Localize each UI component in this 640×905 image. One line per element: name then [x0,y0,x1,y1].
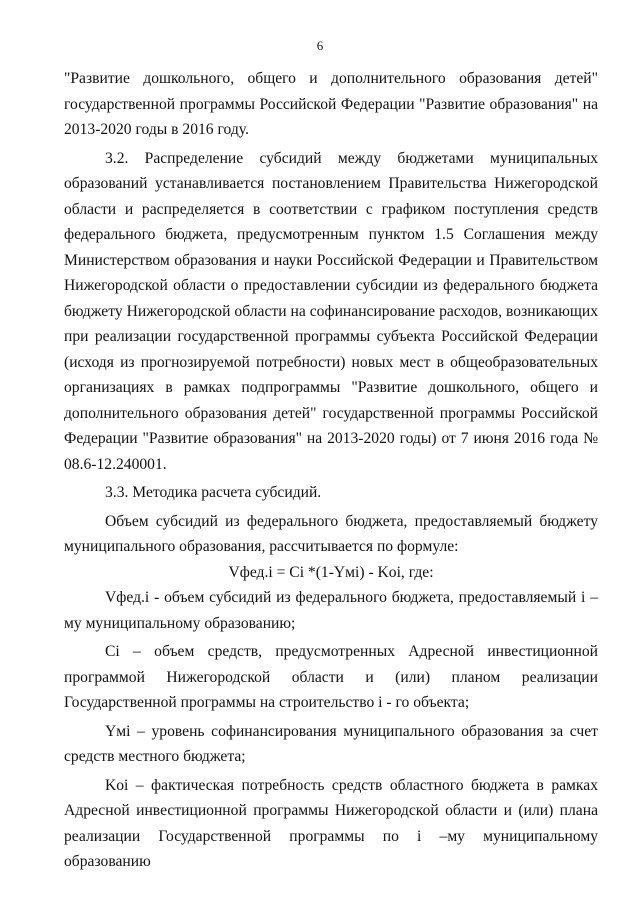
page-number: 6 [316,38,324,53]
paragraph-ci-definition: Ci – объем средств, предусмотренных Адресной инвестиционной программой Нижегородской области и (или) планом реализации Государственной программы на строительство i - го объекта; [64,643,598,711]
formula: Vфед.i = Ci *(1-Yмi) - Koi, где: [228,563,434,581]
paragraph-program-continuation: "Развитие дошкольного, общего и дополнительного образования детей" государственной программы Российской Федерации "Развитие образования" на 2013-2020 годы в 2016 году. [64,70,598,138]
paragraph-formula-intro: Объем субсидий из федерального бюджета, предоставляемый бюджету муниципального образования, рассчитывается по формуле: [64,512,598,555]
paragraph-3-3-heading: 3.3. Методика расчета субсидий. [105,484,322,501]
paragraph-3-2-distribution: 3.2. Распределение субсидий между бюджетами муниципальных образований устанавливается постановлением Правительства Нижегородской области и распределяется в соответствии с графиком поступления средств федерального бюджета, предусмотренным пунктом 1.5 Соглашения между Министерством образования и науки Российской Федерации и Правительством Нижегородской области о предоставлении субсидии из федерального бюджета бюджету Нижегородской области на софинансирование расходов, возникающих при реализации государственной программы субъекта Российской Федерации (исходя из прогнозируемой потребности) новых мест в общеобразовательных организациях в рамках подпрограммы "Развитие дошкольного, общего и дополнительного образования детей" государственной программы Российской Федерации "Развитие образования" на 2013-2020 годы) от 7 июня 2016 года № 08.6-12.240001. [64,149,598,473]
paragraph-koi-definition: Koi – фактическая потребность средств областного бюджета в рамках Адресной инвестиционной программы Нижегородской области и (или) плана реализации Государственной программы по i –му муниципальному образованию [64,776,598,870]
paragraph-vfed-definition: Vфед.i - объем субсидий из федерального бюджета, предоставляемый i –му муниципальному образованию; [64,589,598,632]
document-body [64,66,598,875]
paragraph-ymi-definition: Yмi – уровень софинансирования муниципального образования за счет средств местного бюджета; [64,722,598,765]
